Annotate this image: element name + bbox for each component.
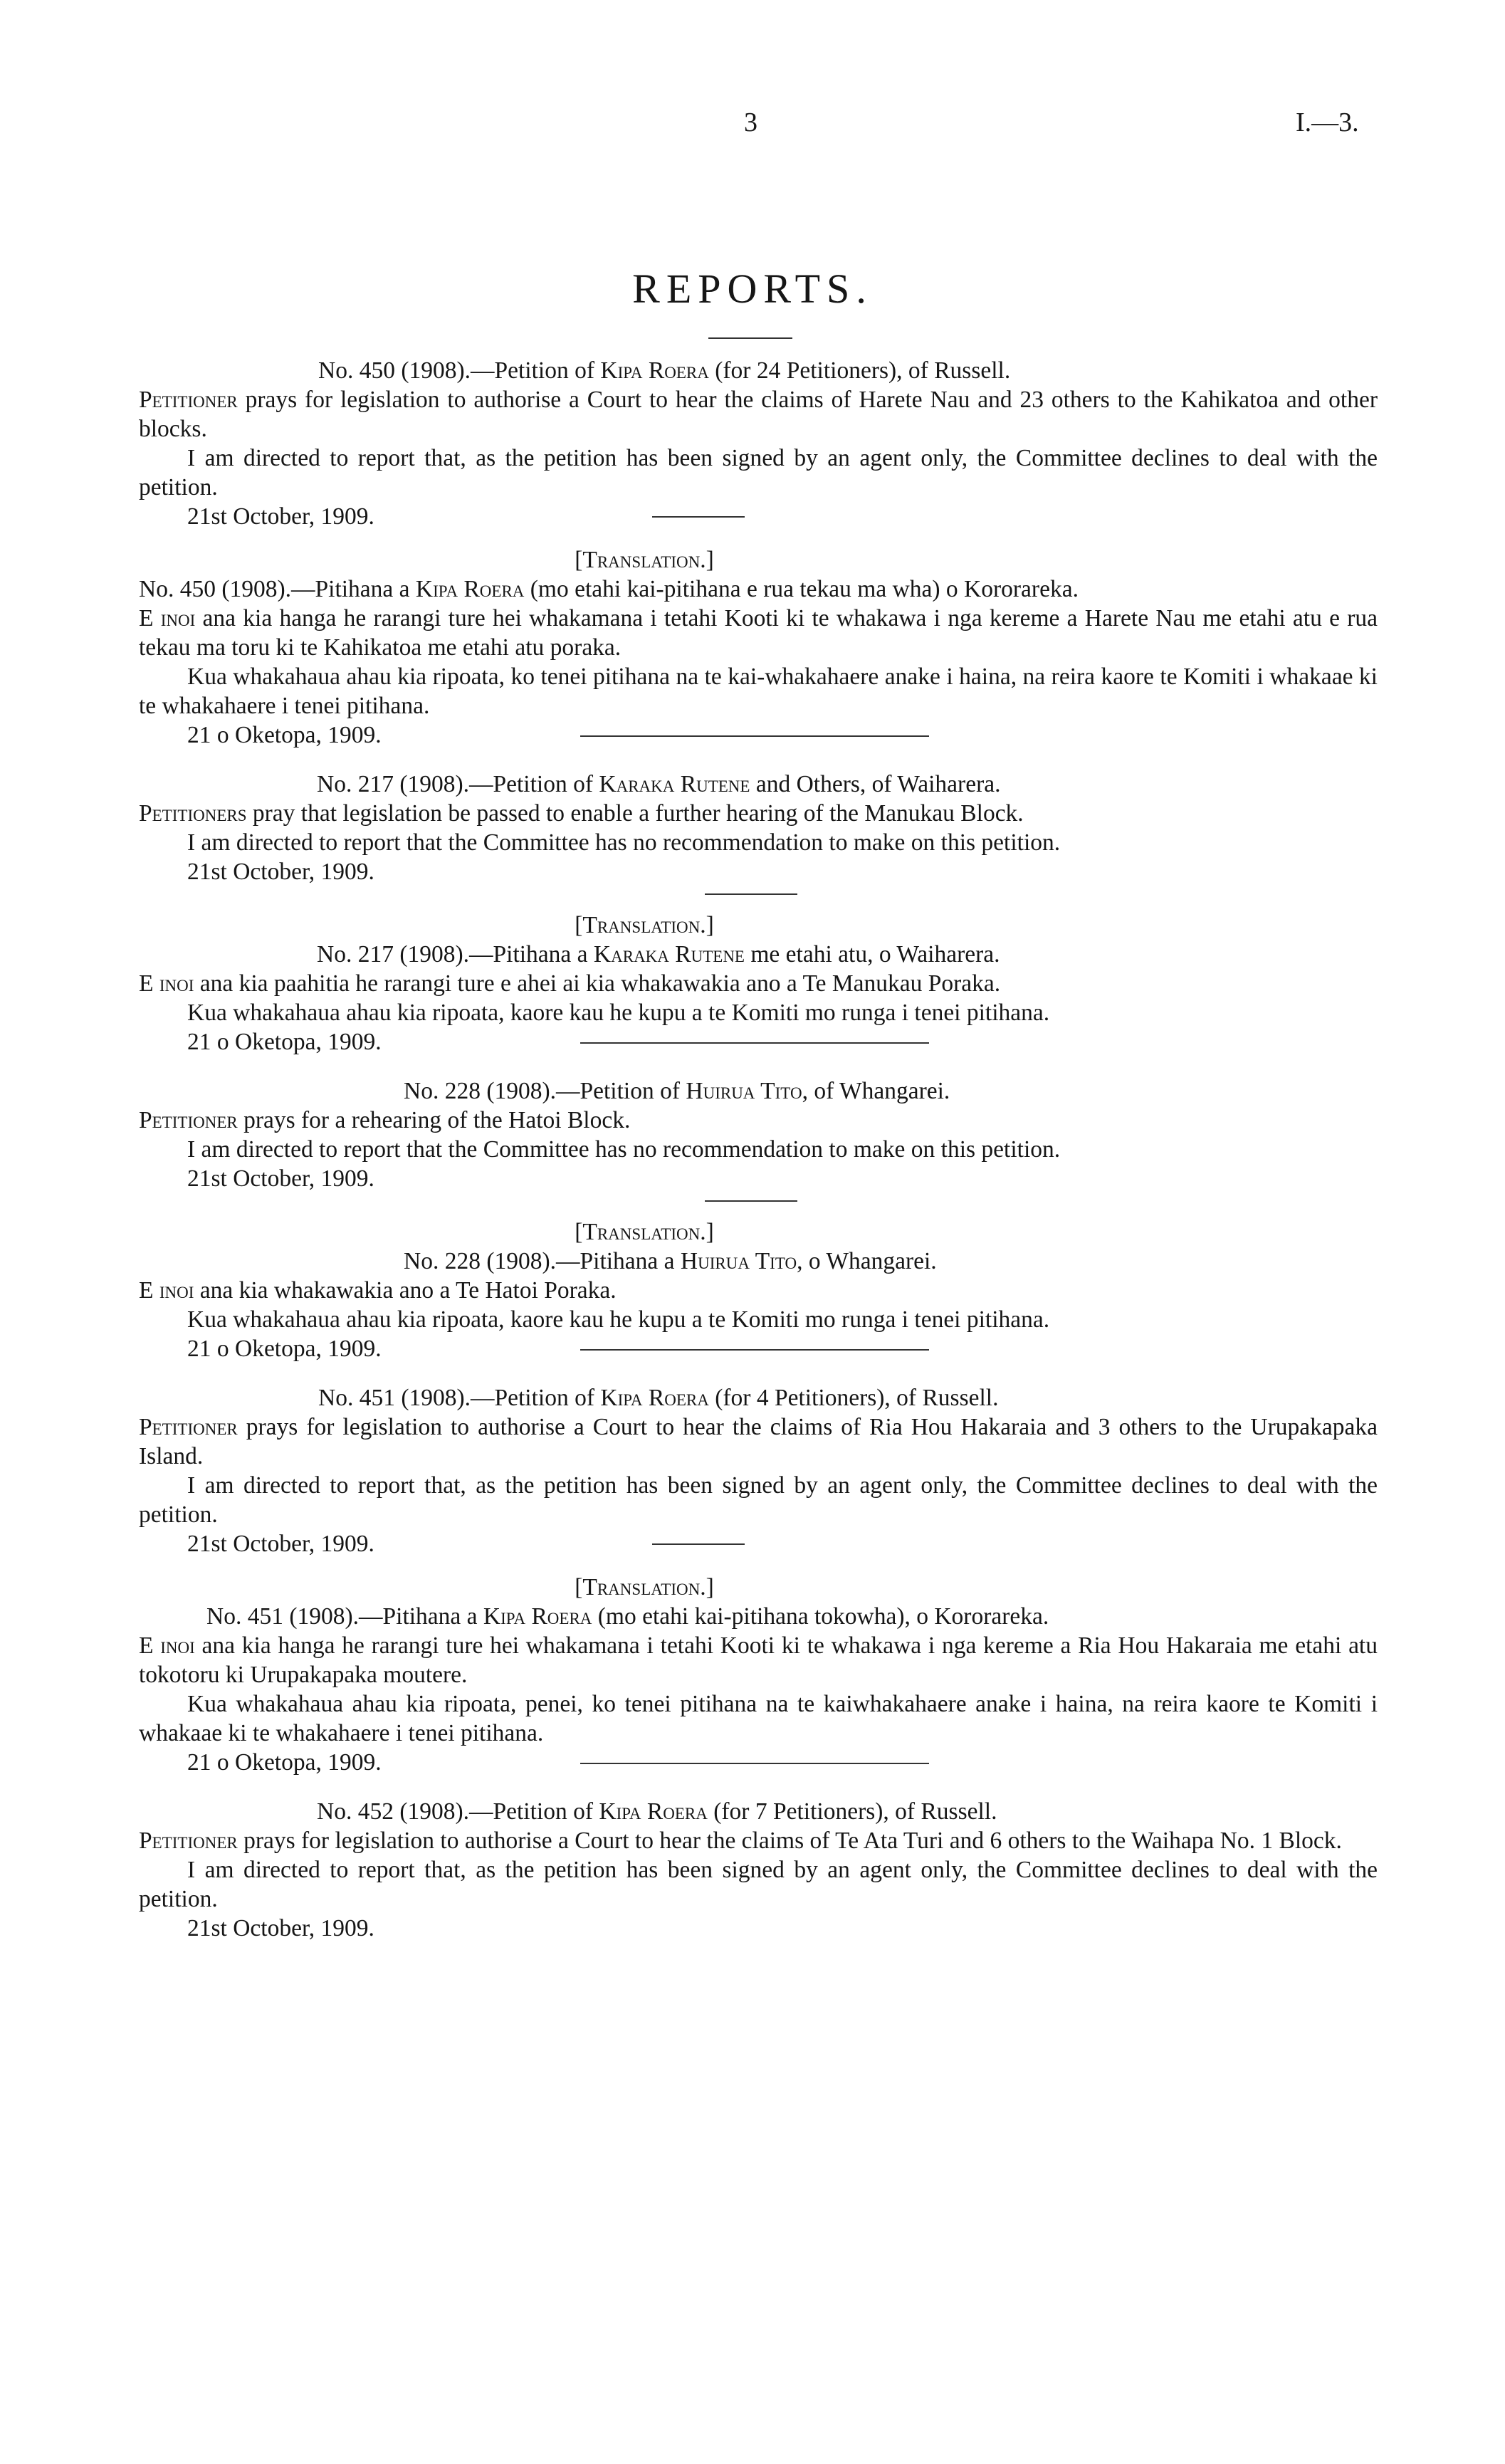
document-reference: I.—3. [1296,108,1359,137]
reports-body [139,356,1378,1943]
section-divider [580,1763,929,1764]
entry-heading: No. 217 (1908).—Petition of Karaka Rutene and Others, of Waiharera. [317,771,1001,797]
translation-date: 21 o Oketopa, 1909. [187,722,382,748]
section-divider [580,1042,929,1044]
report-entry-450 [139,356,1378,748]
translation-summary: E inoi ana kia hanga he rarangi ture hei whakamana i tetahi Kooti ki te whakawa i nga kereme a Harete Nau me etahi atu e rua tekau ma toru ki te Kahikatoa me etahi atu poraka. [139,605,1378,661]
translation-label: [Translation.] [575,1574,714,1600]
petition-summary: Petitioner prays for legislation to authorise a Court to hear the claims of Te Ata Turi and 6 others to the Waihapa No. 1 Block. [139,1828,1342,1854]
translation-heading: No. 451 (1908).—Pitihana a Kipa Roera (mo etahi kai-pitihana tokowha), o Kororareka. [206,1603,1049,1630]
translation-heading: No. 450 (1908).—Pitihana a Kipa Roera (mo etahi kai-pitihana e rua tekau ma wha) o Kororareka. [139,576,1079,602]
entry-heading: No. 451 (1908).—Petition of Kipa Roera (for 4 Petitioners), of Russell. [318,1385,999,1411]
translation-heading: No. 217 (1908).—Pitihana a Karaka Rutene me etahi atu, o Waiharera. [317,941,1000,968]
entry-heading: No. 450 (1908).—Petition of Kipa Roera (for 24 Petitioners), of Russell. [318,357,1011,384]
translation-label: [Translation.] [575,547,714,573]
translation-summary: E inoi ana kia hanga he rarangi ture hei whakamana i tetahi Kooti ki te whakawa i nga kereme a Ria Hou Hakaraia me etahi atu tokotoru ki Urupakapaka moutere. [139,1632,1378,1688]
section-divider [580,1349,929,1351]
section-divider [580,735,929,737]
committee-report: I am directed to report that, as the petition has been signed by an agent only, the Committee declines to deal with the petition. [139,1472,1378,1528]
petition-summary: Petitioners pray that legislation be passed to enable a further hearing of the Manukau Block. [139,800,1024,827]
report-date: 21st October, 1909. [187,1165,374,1192]
translation-heading: No. 228 (1908).—Pitihana a Huirua Tito, o Whangarei. [404,1248,937,1274]
translation-date: 21 o Oketopa, 1909. [187,1749,382,1776]
translation-report: Kua whakahaua ahau kia ripoata, penei, ko tenei pitihana na te kaiwhakahaere anake i haina, na reira kaore te Komiti i whakaae ki te whakahaere i tenei pitihana. [139,1691,1378,1746]
short-rule [652,516,745,518]
translation-report: Kua whakahaua ahau kia ripoata, kaore kau he kupu a te Komiti mo runga i tenei pitihana. [187,1000,1050,1026]
report-entry-228 [139,1076,1378,1362]
report-dateline [139,502,1378,531]
committee-report: I am directed to report that the Committee has no recommendation to make on this petition. [187,1136,1061,1163]
translation-date: 21 o Oketopa, 1909. [187,1029,382,1055]
committee-report: I am directed to report that, as the petition has been signed by an agent only, the Committee declines to deal with the petition. [139,1857,1378,1912]
petition-summary: Petitioner prays for a rehearing of the Hatoi Block. [139,1107,631,1133]
short-rule [652,1543,745,1545]
page-number: 3 [744,108,757,137]
report-dateline [139,1529,1378,1558]
title-rule [708,337,792,339]
report-date: 21st October, 1909. [187,859,374,885]
report-entry-451 [139,1383,1378,1776]
report-date: 21st October, 1909. [187,503,374,530]
entry-heading: No. 452 (1908).—Petition of Kipa Roera (for 7 Petitioners), of Russell. [317,1798,997,1825]
report-entry-217 [139,770,1378,1055]
report-date: 21st October, 1909. [187,1531,374,1557]
petition-summary: Petitioner prays for legislation to authorise a Court to hear the claims of Harete Nau and 23 others to the Kahikatoa and other blocks. [139,387,1378,442]
page-title: REPORTS. [632,266,873,312]
translation-report: Kua whakahaua ahau kia ripoata, ko tenei pitihana na te kai-whakahaere anake i haina, na reira kaore te Komiti i whakaae ki te whakahaere i tenei pitihana. [139,664,1378,719]
translation-report: Kua whakahaua ahau kia ripoata, kaore kau he kupu a te Komiti mo runga i tenei pitihana. [187,1306,1050,1333]
translation-label: [Translation.] [575,912,714,938]
short-rule [705,1200,797,1202]
translation-summary: E inoi ana kia paahitia he rarangi ture e ahei ai kia whakawakia ano a Te Manukau Poraka. [139,970,1001,997]
translation-summary: E inoi ana kia whakawakia ano a Te Hatoi Poraka. [139,1277,617,1304]
translation-label: [Translation.] [575,1219,714,1245]
entry-heading: No. 228 (1908).—Petition of Huirua Tito, of Whangarei. [404,1078,950,1104]
short-rule [705,893,797,895]
committee-report: I am directed to report that, as the petition has been signed by an agent only, the Committee declines to deal with the petition. [139,445,1378,500]
report-entry-452 [139,1797,1378,1943]
petition-summary: Petitioner prays for legislation to authorise a Court to hear the claims of Ria Hou Hakaraia and 3 others to the Urupakapaka Island. [139,1414,1378,1469]
report-date: 21st October, 1909. [187,1915,374,1941]
committee-report: I am directed to report that the Committee has no recommendation to make on this petition. [187,829,1061,856]
translation-date: 21 o Oketopa, 1909. [187,1336,382,1362]
